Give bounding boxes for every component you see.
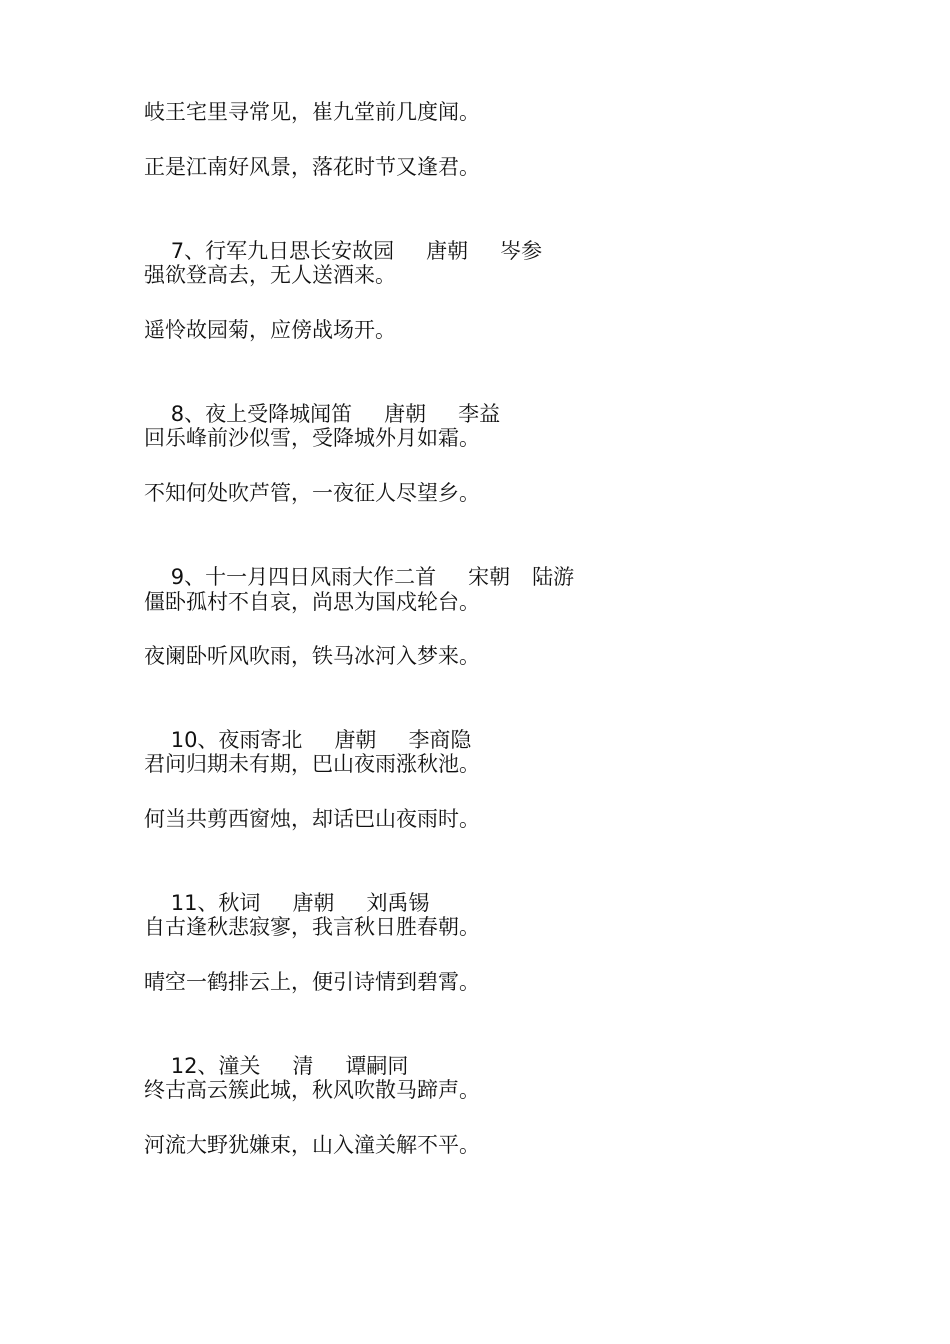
verse-line: 君问归期未有期，巴山夜雨涨秋池。 xyxy=(144,752,480,776)
poem-heading xyxy=(144,206,543,263)
poem-dynasty: 唐朝 xyxy=(426,239,469,263)
verse-line: 何当共剪西窗烛，却话巴山夜雨时。 xyxy=(144,807,480,831)
poem-heading xyxy=(144,695,472,752)
poem-dynasty: 唐朝 xyxy=(292,891,335,915)
verse-line: 岐王宅里寻常见，崔九堂前几度闻。 xyxy=(144,100,480,124)
poem-dynasty: 唐朝 xyxy=(334,728,377,752)
verse-line: 正是江南好风景，落花时节又逢君。 xyxy=(144,155,480,179)
poem-dynasty: 宋朝 xyxy=(468,565,511,589)
poem-title: 8、夜上受降城闻笛 xyxy=(170,402,353,426)
poem-title: 11、秋词 xyxy=(170,891,261,915)
verse-line: 河流大野犹嫌束，山入潼关解不平。 xyxy=(144,1133,480,1157)
verse-line: 夜阑卧听风吹雨，铁马冰河入梦来。 xyxy=(144,644,480,668)
verse-line: 遥怜故园菊，应傍战场开。 xyxy=(144,318,396,342)
poem-heading xyxy=(144,532,575,589)
poem-author: 岑参 xyxy=(500,239,543,263)
verse-line: 强欲登高去，无人送酒来。 xyxy=(144,263,396,287)
poem-heading xyxy=(144,369,501,426)
verse-line: 回乐峰前沙似雪，受降城外月如霜。 xyxy=(144,426,480,450)
poem-author: 李益 xyxy=(458,402,501,426)
verse-line: 终古高云簇此城，秋风吹散马蹄声。 xyxy=(144,1078,480,1102)
poem-title: 9、十一月四日风雨大作二首 xyxy=(170,565,437,589)
verse-line: 僵卧孤村不自哀，尚思为国戍轮台。 xyxy=(144,590,480,614)
poem-title: 10、夜雨寄北 xyxy=(170,728,303,752)
poem-author: 李商隐 xyxy=(408,728,472,752)
poem-author: 谭嗣同 xyxy=(345,1054,409,1078)
poem-author: 陆游 xyxy=(532,565,575,589)
verse-line: 不知何处吹芦管，一夜征人尽望乡。 xyxy=(144,481,480,505)
poem-heading xyxy=(144,858,430,915)
verse-line: 自古逢秋悲寂寥，我言秋日胜春朝。 xyxy=(144,915,480,939)
poem-title: 7、行军九日思长安故园 xyxy=(170,239,395,263)
poem-dynasty: 清 xyxy=(292,1054,314,1078)
poem-dynasty: 唐朝 xyxy=(384,402,427,426)
poem-author: 刘禹锡 xyxy=(366,891,430,915)
poem-title: 12、潼关 xyxy=(170,1054,261,1078)
verse-line: 晴空一鹤排云上，便引诗情到碧霄。 xyxy=(144,970,480,994)
poem-heading xyxy=(144,1021,409,1078)
